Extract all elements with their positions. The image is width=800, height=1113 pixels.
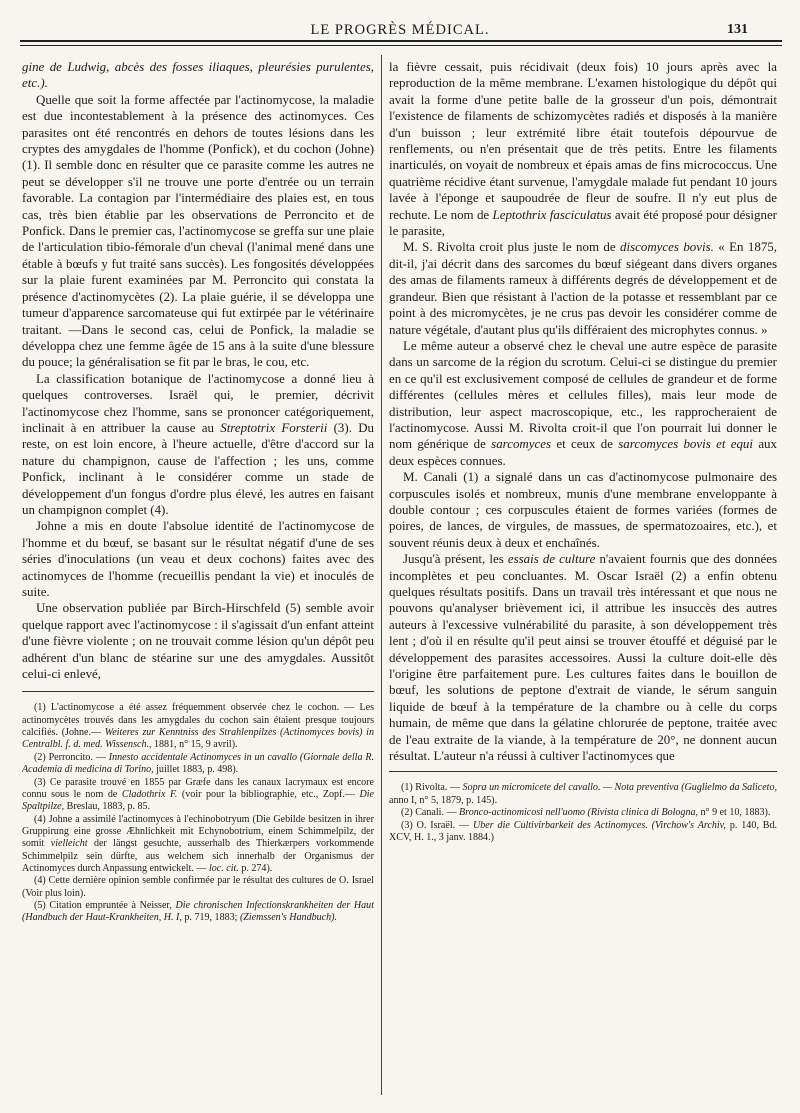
paragraph: [22, 371, 374, 519]
footnote: [22, 752, 374, 777]
footnote: [22, 900, 374, 925]
text-run: aux deux espèces connues.: [389, 436, 777, 468]
paragraph: [389, 551, 777, 764]
italic-text: sarcomyces bovis et equi: [618, 436, 753, 452]
footnote: [22, 814, 374, 876]
italic-text: Streptotrix Forsterii: [220, 419, 328, 435]
paragraph: [389, 338, 777, 469]
text-run: la fièvre cessait, puis récidivait (deux fois) 10 jours après avec la reproduction de la même membrane. L'examen histologique du dépôt qui avait la forme d'une petite balle de la grosseur d'un pois, démontrait l'existence de filaments de schizomycètes radiés et disposés à la manière d'un buisson ; leur extrémité libre était toutefois dépourvue de renflements, ou n'en présentait que de très petits. Entre les filaments inarticulés, on voyait de nombreux et épais amas de fins micrococcus. Une quatrième récidive étant survenue, l'amygdale malade fut pendant 10 jours lavée à l'éponge et saupoudrée de fleur de soufre. Il n'y eut plus de rechute. Le nom de: [389, 59, 777, 222]
italic-text: Die chronischen Infectionskrankheiten der Haut (Handbuch der Haut-Krankheiten, H. I,: [22, 899, 374, 924]
footnote: [389, 807, 777, 819]
italic-text: (Ziemssen's Handbuch).: [239, 912, 337, 924]
text-run: (2) Canali. —: [401, 807, 460, 819]
italic-text: Bronco-actinomicosi nell'uomo (Rivista clinica di Bologna,: [459, 807, 698, 819]
footnote: [22, 875, 374, 900]
text-run: Johne a mis en doute l'absolue identité de l'actinomycose de l'homme et du bœuf, se basant sur le résultat négatif d'une de ses séries d'inoculations (un veau et deux cochons) faites avec des actinomyces de l'homme (recueillis pendant la vie) et inoculés de suite.: [22, 518, 374, 599]
right-column-body: [389, 59, 777, 764]
paragraph: [22, 92, 374, 371]
text-run: (3) O. Israël. —: [401, 819, 473, 831]
text-run: der längst gesuchte, ausserhalb des Thierkærpers vorkommende Schimmelpilz sein dürfte, aus welchem sich innerhalb der Organismus der Actinomyces durch Anpassung entwickelt. —: [22, 838, 374, 874]
header-rule-thick: [20, 40, 782, 42]
paragraph: [22, 600, 374, 682]
italic-text: Leptothrix fasciculatus: [492, 206, 612, 222]
text-run: anno I, n° 5, 1879, p. 145).: [389, 794, 498, 806]
footnote: [389, 820, 777, 845]
footnote: [22, 777, 374, 814]
text-run: Jusqu'à présent, les: [403, 551, 508, 567]
text-run: p. 274).: [238, 862, 273, 874]
column-divider: [381, 55, 382, 1095]
right-footnote-rule: [389, 771, 777, 772]
text-run: Le même auteur a observé chez le cheval une autre espèce de parasite dans un sarcome de la région du scrotum. Celui-ci se distingue du premier en ce qu'il est exclusivement composé de cellules de grandeur et de forme différentes (cellules mères et cellules filles), mais leur mode de distribution, leur aspect macroscopique, etc., les rapprocheraient de l'actinomycose. Aussi M. Rivolta croit-il que l'on pourrait lui donner le nom générique de: [389, 337, 777, 452]
paragraph: [389, 59, 777, 239]
left-footnotes: [22, 702, 374, 924]
text-run: avait été proposé pour désigner le parasite,: [389, 206, 777, 239]
text-run: (3). Du reste, on est loin encore, à l'heure actuelle, d'être d'accord sur la nature du champignon, cause de l'affection ; les uns, comme Ponfick, inclinant à le considérer comme un stade de développement d'un fongus d'ordre plus élevé, les autres en faisant un champignon complet (4).: [22, 419, 374, 517]
italic-text: sarcomyces: [491, 436, 552, 452]
text-run: M. S. Rivolta croit plus juste le nom de: [403, 239, 621, 255]
text-run: La classification botanique de l'actinomycose a donné lieu à quelques controverses. Israël qui, le premier, décrivit l'actinomycose chez l'homme, sans se prononcer catégoriquement, inclinait à en attribuer la cause au: [22, 370, 374, 435]
italic-text: vielleicht: [50, 838, 88, 850]
text-run: « En 1875, dit-il, j'ai décrit dans des sarcomes du bœuf siégeant dans divers organes des amas de filaments rameux à différents degrés de développement et de grandeur. Bien que résistant à l'action de la potasse et ressemblant par ce point à des micromycètes, je ne crus pas devoir les considérer comme de nature végétale, d'autant plus qu'ils différaient des microphytes connus. »: [389, 239, 777, 337]
text-run: 1881, n° 15, 9 avril).: [151, 739, 238, 751]
text-run: n'avaient fournis que des données incomplètes et peu concluantes. M. Oscar Israël (2) a enfin obtenu quelques résultats positifs. Dans un travail très intéressant et que nous ne pouvons qu'analyser brièvement ici, il attribue les insuccès des autres auteurs à l'excessive vulnérabilité du parasite, à son développement très lent ; d'où il en résulte qu'il peut ainsi se trouver étouffé et déguisé par le développement des parasites accessoires. Aussi la culture doit-elle dès l'origine être parfaitement pure. Les cultures faites dans le bouillon de bœuf, les solutions de peptone d'extrait de viande, le sérum sanguin liquide de bœuf à la température de la chambre ou à celle du corps humain, de même que dans la gélatine chlorurée de peptone, traitée avec de l'eau extraite de la viande, à la température de 20°, ne donnent aucun résultat. L'auteur n'a réussi à cultiver l'actinomyces que: [389, 551, 777, 764]
text-run: (voir pour la bibliographie, etc., Zopf.—: [177, 788, 360, 800]
paragraph: [389, 239, 777, 337]
italic-text: essais de culture: [507, 551, 596, 567]
text-run: M. Canali (1) a signalé dans un cas d'actinomycose pulmonaire des corpuscules isolés et nombreux, munis d'une membrane enveloppante à double contour ; ces corpuscules étaient de formes variées (formes de poires, de lances, de virgules, de massues, de spermatozoaires, etc.), et souvent réunis deux à deux et enchaînés.: [389, 469, 777, 550]
text-run: p. 719, 1883;: [181, 912, 240, 924]
text-run: p. 140, Bd. XCV, H. 1., 3 janv. 1884.): [389, 819, 777, 843]
page-number: 131: [727, 22, 748, 37]
text-run: (3) Ce parasite trouvé en 1855 par Græfe dans les canaux lacrymaux est encore connu sous le nom de: [22, 776, 374, 800]
italic-text: Uber die Cultivirbarkeit des Actinomyces. (Virchow's Archiv,: [473, 819, 726, 831]
left-column-body: [22, 59, 374, 682]
text-run: (4) Johne a assimilé l'actinomyces à l'echinobotryum (Die Gebilde besitzen in ihrer Gruppirung eine grosse Æhnlichkeit mit Echynobotrium, einem Schimmelpilz, der somit: [22, 813, 374, 850]
footnote: [389, 782, 777, 807]
italic-text: Cladothrix F.: [121, 788, 178, 800]
right-footnotes: [389, 782, 777, 844]
text-run: juillet 1883, p. 498).: [153, 764, 239, 776]
italic-text: Weiteres zur Kenntniss des Strahlenpilzes (Actinomyces bovis) in Centralbl. f. d. med. Wissensch.,: [22, 727, 374, 751]
paragraph: [389, 469, 777, 551]
text-run: (1) Rivolta. —: [401, 782, 463, 794]
text-run: (1) L'actinomycose a été assez fréquemment observée chez le cochon. — Les actinomycètes trouvés dans les amygdales du cochon sain étaient presque toujours calcifiés. (Johne.—: [22, 702, 374, 739]
footnote: [22, 702, 374, 751]
italic-text: Innesto accidentale Actinomyces in un cavallo (Giornale della R. Academia di medicina di Torino,: [22, 751, 374, 776]
text-run: (4) Cette dernière opinion semble confirmée par le résultat des cultures de O. Israel (Voir plus loin).: [22, 875, 374, 899]
text-run: Breslau, 1883, p. 85.: [64, 801, 151, 813]
left-footnote-rule: [22, 691, 374, 692]
journal-title: LE PROGRÈS MÉDICAL.: [310, 22, 490, 38]
italic-text: discomyces bovis.: [620, 239, 714, 255]
italic-text: Die Spaltpilze,: [22, 788, 374, 813]
paragraph: [22, 518, 374, 600]
page-header: [0, 0, 800, 40]
italic-text: Sopra un micromicete del cavallo. — Nota preventiva (Guglielmo da Saliceto,: [462, 782, 777, 794]
text-run: Une observation publiée par Birch-Hirschfeld (5) semble avoir quelque rapport avec l'actinomycose : il s'agissait d'un enfant atteint d'une fièvre violente ; on ne trouvait comme lésion qu'un dépôt peu adhérent d'un blanc de stéarine sur une des amygdales. Aussitôt celui-ci enlevé,: [22, 600, 374, 682]
right-column: [389, 59, 777, 1089]
text-run: n° 9 et 10, 1883).: [698, 807, 771, 819]
text-run: (5) Citation empruntée à Neisser,: [34, 899, 176, 911]
text-run: (2) Perroncito. —: [34, 751, 109, 763]
text-run: et ceux de: [551, 436, 619, 452]
italic-text: loc. cit.: [208, 862, 239, 874]
left-column: [22, 59, 374, 1089]
text-run: Quelle que soit la forme affectée par l'actinomycose, la maladie est due incontestablement à la présence des actinomyces. Ces parasites ont été rencontrés en dehors de toutes lésions dans les cryptes des amygdales de l'homme (Ponfick), et du cochon (Johne) (1). Il semble donc en résulter que ce parasite comme les autres ne peut se développer s'il ne trouve une porte d'entrée ou un terrain favorable. La contagion par l'intermédiaire des plaies est, en tous cas, très bien établie par les observations de Perroncito et de Ponfick. Dans le premier cas, l'actinomycose se greffa sur une plaie de l'articulation tibio-fémorale d'un cheval (l'animal mené dans une étable à bœufs y fut traité sans succès). Les fongosités développées sur la plaie furent examinées par M. Perroncito qui constata la présence d'actinomycètes (2). La plaie guérie, il se développa une tumeur d'apparence sarcomateuse qui fut extirpée par le vétérinaire traitant. —Dans le second cas, celui de Ponfick, la maladie se développa chez une femme âgée de 15 ans à la suite d'une blessure du pouce; la généralisation se fit par le bras, le cou, etc.: [22, 91, 374, 370]
italic-text: gine de Ludwig, abcès des fosses iliaques, pleurésies purulentes, etc.).: [22, 59, 374, 91]
header-rule-thin: [20, 45, 782, 46]
paragraph: [22, 59, 374, 92]
